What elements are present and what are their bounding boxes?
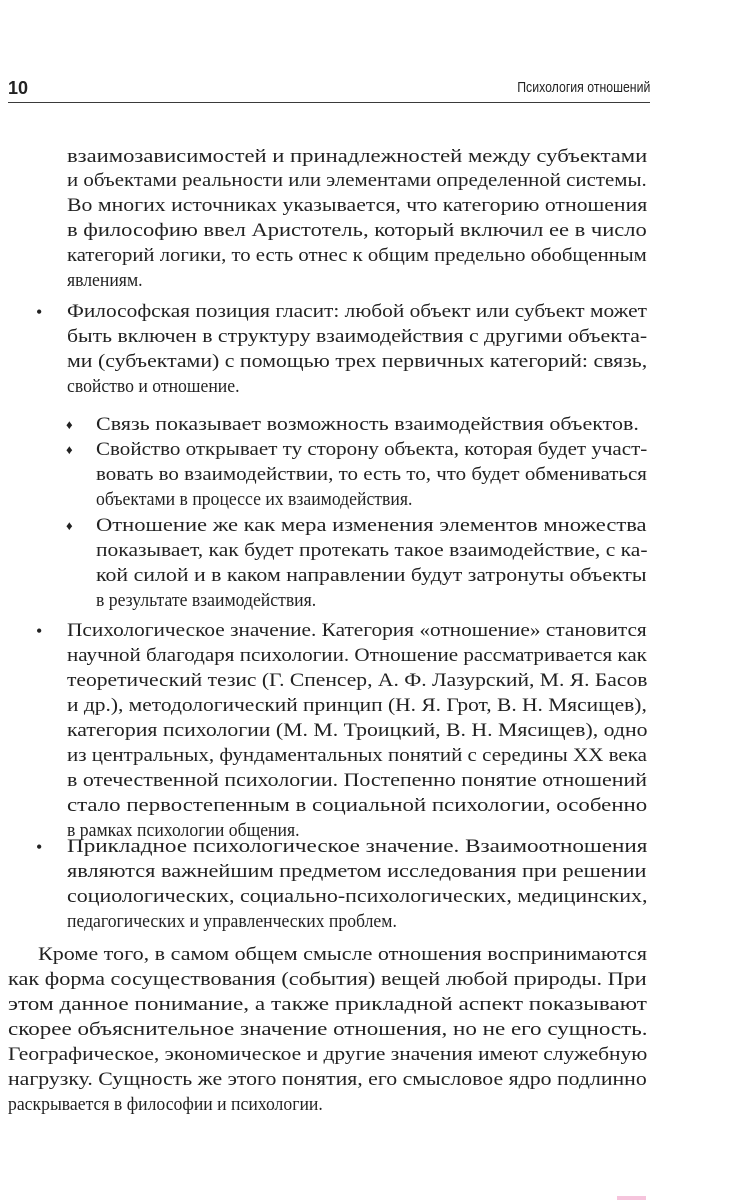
- diamond-bullet-icon: ♦: [66, 417, 73, 432]
- text-line: скорее объяснительное значение отношения, но не его сущность.: [8, 1019, 648, 1040]
- text-line: категория психологии (М. М. Троицкий, В. Н. Мясищев), одно: [67, 720, 648, 741]
- diamond-bullet-icon: ♦: [66, 442, 73, 457]
- text-line: в отечественной психологии. Постепенно понятие отношений: [67, 770, 647, 791]
- text-line: социологических, социально-психологических, медицинских,: [67, 886, 648, 907]
- text-line: Психологическое значение. Категория «отношение» становится: [67, 620, 647, 641]
- text-line: Связь показывает возможность взаимодействия объектов.: [96, 414, 639, 435]
- text-line: Кроме того, в самом общем смысле отношения воспринимаются: [38, 944, 647, 965]
- text-line: из центральных, фундаментальных понятий с середины XX века: [67, 745, 647, 766]
- text-line: Свойство открывает ту сторону объекта, которая будет участ-: [96, 439, 648, 460]
- text-line: раскрывается в философии и психологии.: [8, 1094, 323, 1115]
- bullet-icon: •: [36, 837, 43, 857]
- text-line: этом данное понимание, а также прикладной аспект показывают: [8, 994, 647, 1015]
- text-line: Географическое, экономическое и другие значения имеют служебную: [8, 1044, 648, 1065]
- text-line: Во многих источниках указывается, что категорию отношения: [67, 195, 648, 216]
- running-title: Психология отношений: [516, 79, 650, 96]
- text-line: взаимозависимостей и принадлежностей между субъектами: [67, 146, 648, 167]
- bullet-icon: •: [36, 302, 43, 322]
- text-line: кой силой и в каком направлении будут затронуты объекты: [96, 565, 647, 586]
- text-line: как форма сосуществования (события) вещей любой природы. При: [8, 969, 647, 990]
- text-line: в рамках психологии общения.: [67, 820, 300, 841]
- text-line: педагогических и управленческих проблем.: [67, 911, 397, 932]
- bullet-icon: •: [36, 621, 43, 641]
- text-line: нагрузку. Сущность же этого понятия, его смысловое ядро подлинно: [8, 1069, 647, 1090]
- text-line: теоретический тезис (Г. Спенсер, А. Ф. Лазурский, М. Я. Басов: [67, 670, 648, 691]
- text-line: быть включен в структуру взаимодействия с другими объекта-: [67, 326, 648, 347]
- text-line: в результате взаимодействия.: [96, 590, 317, 611]
- scan-artifact-mark: [617, 1196, 646, 1200]
- text-line: ми (субъектами) с помощью трех первичных категорий: связь,: [67, 351, 648, 372]
- text-line: Прикладное психологическое значение. Взаимоотношения: [67, 836, 648, 857]
- text-line: явлениям.: [67, 270, 143, 291]
- text-line: стало первостепенным в социальной психологии, особенно: [67, 795, 648, 816]
- running-header: [8, 74, 650, 103]
- text-line: Философская позиция гласит: любой объект или субъект может: [67, 301, 647, 322]
- text-line: и др.), методологический принцип (Н. Я. Грот, В. Н. Мясищев),: [67, 695, 647, 716]
- text-line: категорий логики, то есть отнес к общим предельно обобщенным: [67, 245, 647, 266]
- text-line: объектами в процессе их взаимодействия.: [96, 489, 413, 510]
- text-line: вовать во взаимодействии, то есть то, что будет обмениваться: [96, 464, 647, 485]
- diamond-bullet-icon: ♦: [66, 518, 73, 533]
- text-line: и объектами реальности или элементами определенной системы.: [67, 170, 647, 191]
- page-number: 10: [8, 78, 29, 98]
- text-line: свойство и отношение.: [67, 376, 240, 397]
- text-line: показывает, как будет протекать такое взаимодействие, с ка-: [96, 540, 648, 561]
- text-line: являются важнейшим предметом исследования при решении: [67, 861, 647, 882]
- text-line: научной благодаря психологии. Отношение рассматривается как: [67, 645, 647, 666]
- text-line: Отношение же как мера изменения элементов множества: [96, 515, 647, 536]
- text-line: в философию ввел Аристотель, который включил ее в число: [67, 220, 647, 241]
